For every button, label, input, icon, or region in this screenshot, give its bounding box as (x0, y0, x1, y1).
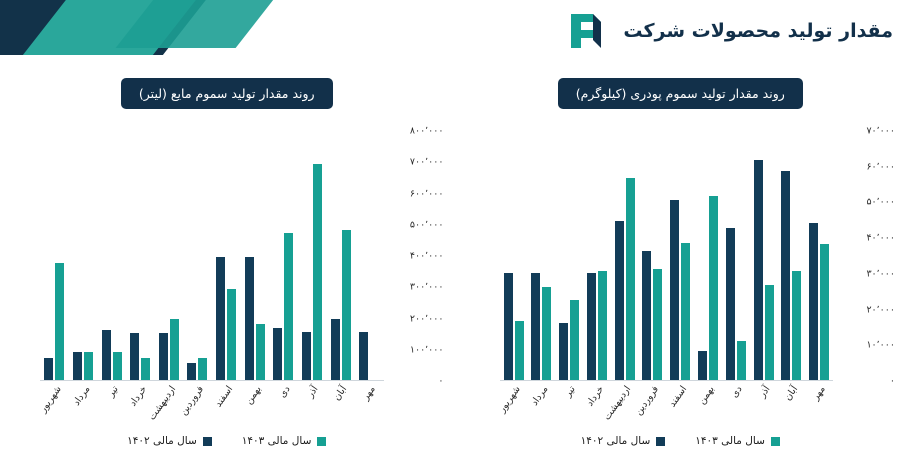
bar-1402 (273, 328, 282, 380)
bar-group (216, 131, 236, 380)
bar-group (159, 131, 179, 380)
y-tick-label: ۲۰٬۰۰۰ (866, 304, 895, 316)
chart-title-powder: روند مقدار تولید سموم پودری (کیلوگرم) (558, 78, 803, 109)
legend-item-1402 (127, 435, 212, 447)
legend-swatch-1403 (317, 437, 326, 446)
chart-title-liquid: روند مقدار تولید سموم مایع (لیتر) (121, 78, 333, 109)
bar-1403 (709, 196, 718, 380)
bar-1403 (598, 271, 607, 380)
legend-label-1402: سال مالی ۱۴۰۲ (580, 435, 651, 447)
y-tick-label: ۸۰۰٬۰۰۰ (409, 125, 444, 137)
bar-group (642, 131, 662, 380)
bar-group (559, 131, 579, 380)
bar-group (331, 131, 351, 380)
x-axis-powder (496, 380, 834, 440)
bar-1403 (227, 289, 236, 380)
bar-group (781, 131, 801, 380)
bars-powder (496, 131, 834, 423)
bar-1403 (113, 352, 122, 380)
bar-1402 (698, 351, 707, 380)
y-tick-label: ۶۰۰٬۰۰۰ (409, 188, 444, 199)
page-title: مقدار تولید محصولات شرکت (623, 20, 893, 42)
x-tick-label: دی (276, 384, 293, 400)
y-tick-label: ۴۰٬۰۰۰ (866, 232, 895, 244)
y-tick-label: ۰ (889, 375, 895, 387)
bar-group (754, 131, 774, 380)
bar-group (44, 131, 64, 380)
bar-1402 (726, 228, 735, 380)
bar-1403 (84, 352, 93, 380)
bar-group (504, 131, 524, 380)
bar-1402 (187, 363, 196, 380)
bar-1403 (570, 300, 579, 380)
chart-plot-powder (454, 125, 907, 447)
bar-1402 (359, 332, 368, 380)
y-axis-liquid (384, 125, 448, 387)
x-tick-label: شهریور (37, 384, 64, 415)
bar-group (359, 131, 379, 380)
legend-liquid (0, 435, 454, 447)
bars-liquid (37, 131, 384, 423)
bar-1403 (515, 321, 524, 380)
x-tick-label: آذر (756, 384, 773, 400)
y-tick-label: ۰ (438, 375, 444, 387)
bar-group (531, 131, 551, 380)
page-header (563, 8, 893, 54)
x-tick-label: خرداد (127, 384, 150, 409)
x-tick-label: دی (729, 384, 745, 400)
x-tick-label: مهر (360, 384, 379, 403)
bar-1402 (73, 352, 82, 380)
x-tick-label: بهمن (696, 384, 717, 407)
bar-1403 (313, 164, 322, 380)
x-tick-label: شهریور (496, 384, 523, 415)
bar-group (130, 131, 150, 380)
bar-1403 (55, 263, 64, 380)
bar-1402 (781, 171, 790, 380)
y-tick-label: ۱۰٬۰۰۰ (866, 339, 895, 351)
y-tick-label: ۵۰۰٬۰۰۰ (409, 219, 444, 231)
bar-group (73, 131, 93, 380)
bar-group (615, 131, 635, 380)
bar-1403 (765, 285, 774, 380)
y-tick-label: ۷۰۰٬۰۰۰ (409, 156, 444, 168)
bar-group (273, 131, 293, 380)
x-tick-label: مهر (810, 384, 829, 403)
x-tick-label: تیر (105, 384, 121, 400)
decorative-ribbon (0, 0, 300, 70)
bar-1403 (141, 358, 150, 380)
legend-label-1403: سال مالی ۱۴۰۳ (695, 435, 765, 447)
bar-1402 (670, 200, 679, 380)
bar-1403 (256, 324, 265, 380)
bar-1403 (542, 287, 551, 380)
chart-plot-liquid (0, 125, 454, 447)
bar-1402 (531, 273, 540, 380)
y-axis-powder (835, 125, 899, 387)
bar-1403 (284, 233, 293, 380)
bar-1402 (159, 333, 168, 380)
bar-1402 (102, 330, 111, 380)
bar-1402 (504, 273, 513, 380)
bar-1402 (559, 323, 568, 380)
x-tick-label: خرداد (584, 384, 606, 409)
chart-panel-liquid (0, 78, 454, 447)
y-tick-label: ۳۰٬۰۰۰ (866, 268, 895, 280)
bar-1403 (653, 269, 662, 380)
y-tick-label: ۶۰٬۰۰۰ (866, 161, 895, 173)
legend-swatch-1402 (656, 437, 665, 446)
bar-1402 (587, 273, 596, 380)
x-tick-label: بهمن (243, 384, 264, 407)
bar-1402 (642, 251, 651, 380)
y-tick-label: ۴۰۰٬۰۰۰ (409, 250, 444, 262)
bar-1402 (754, 160, 763, 380)
bar-1402 (615, 221, 624, 380)
legend-powder (454, 435, 907, 447)
bar-group (187, 131, 207, 380)
legend-label-1403: سال مالی ۱۴۰۳ (241, 435, 312, 447)
x-tick-label: آذر (305, 384, 321, 400)
bar-1402 (44, 358, 53, 380)
charts-container (0, 78, 907, 447)
legend-item-1402 (581, 435, 666, 447)
bar-group (726, 131, 746, 380)
x-tick-label: اسفند (666, 384, 690, 410)
bar-group (587, 131, 607, 380)
x-tick-label: تیر (562, 384, 578, 400)
bar-1403 (737, 341, 746, 380)
bar-group (245, 131, 265, 380)
x-tick-label: اسفند (212, 384, 236, 410)
bar-group (302, 131, 322, 380)
y-tick-label: ۲۰۰٬۰۰۰ (409, 313, 444, 324)
bar-1402 (216, 257, 225, 380)
x-tick-label: فروردین (178, 384, 207, 418)
legend-label-1402: سال مالی ۱۴۰۲ (127, 435, 197, 447)
bar-1403 (198, 358, 207, 380)
y-tick-label: ۵۰٬۰۰۰ (866, 196, 895, 208)
x-tick-label: اردیبهشت (602, 384, 634, 423)
bar-1403 (820, 244, 829, 380)
x-tick-label: اردیبهشت (146, 384, 178, 423)
bar-1402 (130, 333, 139, 380)
x-tick-label: آبان (331, 384, 350, 403)
legend-item-1403 (695, 435, 780, 447)
legend-swatch-1402 (203, 437, 212, 446)
legend-item-1403 (242, 435, 327, 447)
bar-group (809, 131, 829, 380)
bar-1403 (626, 178, 635, 380)
bar-1402 (302, 332, 311, 380)
x-tick-label: مرداد (70, 384, 92, 408)
bar-1402 (809, 223, 818, 380)
bar-group (102, 131, 122, 380)
y-tick-label: ۳۰۰٬۰۰۰ (409, 281, 444, 293)
bar-1402 (245, 257, 254, 380)
bar-group (698, 131, 718, 380)
y-tick-label: ۷۰٬۰۰۰ (866, 125, 895, 137)
company-logo-icon (563, 8, 609, 54)
bar-1403 (342, 230, 351, 380)
legend-swatch-1403 (771, 437, 780, 446)
bar-1403 (792, 271, 801, 380)
bar-1403 (681, 243, 690, 381)
x-tick-label: فروردین (633, 384, 662, 418)
y-tick-label: ۱۰۰٬۰۰۰ (409, 344, 444, 356)
bar-group (670, 131, 690, 380)
bar-1403 (170, 319, 179, 380)
x-tick-label: آبان (782, 384, 801, 403)
bar-1402 (331, 319, 340, 380)
x-tick-label: مرداد (528, 384, 551, 408)
x-axis-liquid (37, 380, 384, 440)
chart-panel-powder (454, 78, 907, 447)
